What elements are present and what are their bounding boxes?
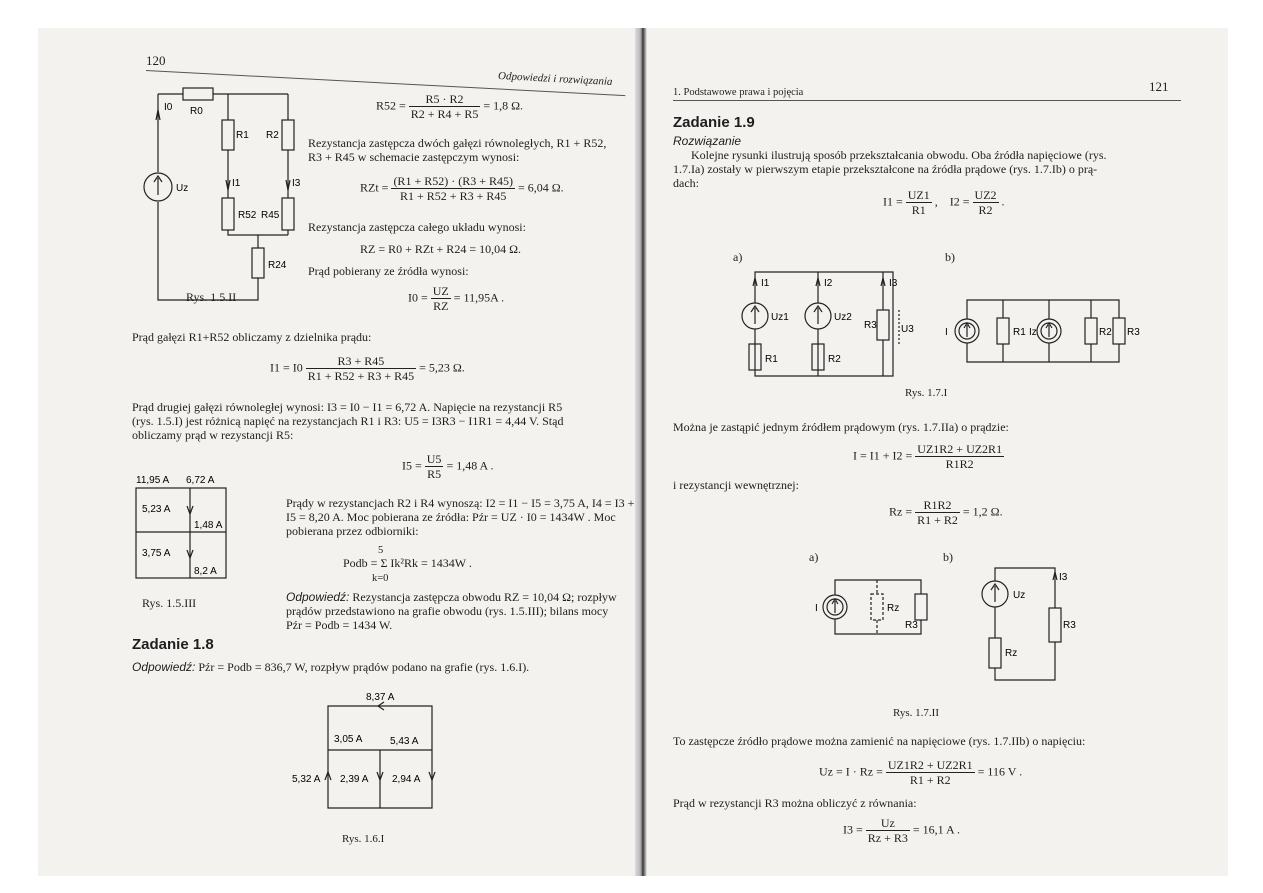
solution-label: Rozwiązanie — [673, 134, 742, 148]
fig17a-r2: R2 — [828, 354, 841, 365]
text-second-branch-1: Prąd drugiej gałęzi równoległej wynosi: I3 = I0 − I1 = 6,72 A. Napięcie na rezystancji R5 — [132, 400, 563, 414]
label-a-2: a) — [809, 550, 819, 564]
eq-i-den: R1R2 — [945, 457, 974, 471]
eq-i5-lhs: I5 = — [402, 458, 422, 473]
text-replace: Można je zastąpić jednym źródłem prądowym (rys. 1.7.IIa) o prądzie: — [673, 420, 1009, 434]
running-head-right: 1. Podstawowe prawa i pojęcia — [673, 87, 804, 98]
intro-line-1: Kolejne rysunki ilustrują sposób przekształcania obwodu. Oba źródła napięciowe (rys. — [691, 148, 1107, 162]
eq-i3-den: Rz + R3 — [867, 831, 908, 845]
text-internal: i rezystancji wewnętrznej: — [673, 478, 799, 492]
fig17a-i3: I3 — [889, 278, 898, 289]
answer-line-3: Pźr = Podb = 1434 W. — [286, 618, 393, 632]
graph2-mid-right: 5,43 A — [390, 736, 419, 747]
left-page — [38, 28, 638, 876]
eq-i1-result: = 5,23 Ω. — [419, 360, 465, 375]
equation-rz-right — [889, 498, 1003, 527]
task-1-9-title: Zadanie 1.9 — [673, 114, 755, 131]
label-a-1: a) — [733, 250, 743, 264]
eq-rzt-lhs: RZt = — [360, 180, 389, 195]
eq-rzt-result: = 6,04 Ω. — [517, 180, 564, 195]
eq-uz-result: = 116 V . — [977, 764, 1023, 779]
circuit-1-7-IIa — [813, 574, 933, 640]
eq-sources-i1-den: R1 — [911, 203, 926, 217]
fig17b-r3: R3 — [1127, 327, 1140, 338]
fig17IIa-rz: Rz — [887, 603, 900, 614]
label-r2: R2 — [266, 130, 279, 141]
graph1-low-left: 3,75 A — [142, 548, 171, 559]
circuit-diagram-1-5-II — [128, 80, 313, 310]
running-head-left: Odpowiedzi i rozwiązania — [497, 70, 613, 88]
graph1-low-right: 8,2 A — [194, 566, 217, 577]
caption-fig-1-5-II: Rys. 1.5.II — [186, 290, 237, 304]
eq-i3-lhs: I3 = — [843, 822, 863, 837]
header-rule-right — [673, 100, 1181, 101]
eq-rz-result: = 1,2 Ω. — [962, 504, 1003, 519]
text-convert: To zastępcze źródło prądowe można zamienić na napięciowe (rys. 1.7.IIb) o napięciu: — [673, 734, 1086, 748]
fig17IIb-rz: Rz — [1005, 648, 1018, 659]
equation-i3 — [843, 816, 960, 845]
eq-i1-lhs: I1 = I0 — [270, 360, 303, 375]
graph1-mid-left: 5,23 A — [142, 504, 171, 515]
caption-fig-1-5-III: Rys. 1.5.III — [142, 596, 197, 610]
right-page — [643, 28, 1228, 876]
label-i3: I3 — [292, 178, 301, 189]
text-currents-1: Prądy w rezystancjach R2 i R4 wynoszą: I2 = I1 − I5 = 3,75 A, I4 = I3 + — [286, 496, 635, 510]
intro-line-2: 1.7.Ia) zostały w pierwszym etapie przekształcone na źródła prądowe (rys. 1.7.Ib) o prą- — [673, 162, 1098, 176]
equation-r52 — [376, 92, 523, 121]
eq-podb-sum-top: 5 — [378, 545, 384, 556]
eq-i-num: UZ1R2 + UZ2R1 — [917, 442, 1003, 456]
fig17IIa-r3: R3 — [905, 620, 918, 631]
eq-uz-num: UZ1R2 + UZ2R1 — [887, 758, 973, 772]
eq-i3-num: Uz — [866, 816, 910, 831]
circuit-1-7-Ib — [941, 290, 1140, 372]
eq-i5-den: R5 — [427, 467, 442, 481]
fig17IIa-i: I — [815, 603, 818, 614]
label-r0: R0 — [190, 106, 203, 117]
eq-rz-den: R1 + R2 — [917, 513, 958, 527]
circuit-1-7-Ia — [743, 266, 913, 386]
equation-sources — [883, 188, 1005, 217]
answer-label: Odpowiedź: — [286, 590, 350, 604]
fig17b-i: I — [945, 327, 948, 338]
eq-podb-sum-bottom: k=0 — [372, 573, 389, 584]
equation-i0 — [408, 284, 504, 313]
answer-text-1: Rezystancja zastępcza obwodu RZ = 10,04 Ω; rozpływ — [349, 590, 617, 604]
caption-fig-1-6-I: Rys. 1.6.I — [342, 833, 385, 845]
fig17a-r3: R3 — [864, 320, 877, 331]
eq-sources-i2-num: UZ2 — [974, 188, 997, 202]
label-r24: R24 — [268, 260, 287, 271]
text-current-r3: Prąd w rezystancji R3 można obliczyć z równania: — [673, 796, 917, 810]
eq-r52-num: R5 · R2 — [409, 92, 481, 107]
eq-i5-result: = 1,48 A . — [446, 458, 494, 473]
intro-line-3: dach: — [673, 176, 699, 190]
eq-sources-sep: , — [934, 194, 938, 209]
fig17IIb-uz: Uz — [1013, 590, 1026, 601]
label-r45: R45 — [261, 210, 280, 221]
caption-fig-1-7-I: Rys. 1.7.I — [905, 387, 948, 399]
graph2-mid-left: 3,05 A — [334, 734, 363, 745]
page-number-left: 120 — [146, 53, 166, 68]
eq-i1-den: R1 + R52 + R3 + R45 — [307, 369, 415, 383]
eq-i5-num: U5 — [426, 452, 442, 466]
label-i1: I1 — [232, 178, 241, 189]
eq-rz-lhs: Rz = — [889, 504, 913, 519]
equation-rz: RZ = R0 + RZt + R24 = 10,04 Ω. — [360, 242, 521, 256]
eq-i0-result: = 11,95A . — [453, 290, 505, 305]
graph-1-5-III — [128, 468, 238, 584]
book-spread — [38, 28, 1228, 876]
fig17IIb-i3: I3 — [1059, 572, 1068, 583]
label-uz: Uz — [176, 183, 189, 194]
text-branches-1: Rezystancja zastępcza dwóch gałęzi równoległych, R1 + R52, — [308, 136, 607, 150]
text-divider: Prąd gałęzi R1+R52 obliczamy z dzielnika prądu: — [132, 330, 372, 344]
eq-uz-den: R1 + R2 — [909, 773, 951, 787]
eq-sources-i1-lhs: I1 = — [883, 194, 903, 209]
text-second-branch-3: obliczamy prąd w rezystancji R5: — [132, 428, 294, 442]
label-r1: R1 — [236, 130, 249, 141]
equation-uz — [819, 758, 1022, 787]
graph1-mid-right: 1,48 A — [194, 520, 223, 531]
graph2-low-left: 5,32 A — [292, 774, 321, 785]
eq-rzt-den: R1 + R52 + R3 + R45 — [400, 189, 507, 203]
label-i0: I0 — [164, 102, 173, 113]
task-1-8-answer-text: Pźr = Podb = 836,7 W, rozpływ prądów podano na grafie (rys. 1.6.I). — [195, 660, 530, 674]
eq-i0-num: UZ — [432, 284, 449, 298]
equation-i — [853, 442, 1004, 471]
text-branches-2: R3 + R45 w schemacie zastępczym wynosi: — [308, 150, 520, 164]
fig17b-iz: Iz — [1029, 327, 1037, 338]
eq-r52-den: R2 + R4 + R5 — [410, 107, 479, 121]
eq-i0-lhs: I0 = — [408, 290, 428, 305]
fig17a-uz1: Uz1 — [771, 312, 789, 323]
graph-1-6-I — [292, 688, 442, 818]
label-r52: R52 — [238, 210, 257, 221]
fig17a-r1: R1 — [765, 354, 778, 365]
fig17a-uz2: Uz2 — [834, 312, 852, 323]
equation-rzt — [360, 174, 564, 203]
eq-i3-result: = 16,1 A . — [912, 822, 960, 837]
answer-line-2: prądów przedstawiono na grafie obwodu (rys. 1.5.III); bilans mocy — [286, 604, 609, 618]
page-number-right: 121 — [1149, 79, 1169, 94]
graph2-low-right: 2,94 A — [392, 774, 421, 785]
text-second-branch-2: (rys. 1.5.I) jest różnicą napięć na rezystancjach R1 i R3: U5 = I3R3 − I1R1 = 4,44 V. Stąd — [132, 414, 564, 428]
text-currents-3: pobierana przez odbiorniki: — [286, 524, 419, 538]
label-b-1: b) — [945, 250, 955, 264]
graph1-top-right: 6,72 A — [186, 475, 215, 486]
text-currents-2: I5 = 8,20 A. Moc pobierana ze źródła: Pźr = UZ · I0 = 1434W . Moc — [286, 510, 616, 524]
eq-sources-i1-num: UZ1 — [907, 188, 930, 202]
eq-rz-num: R1R2 — [915, 498, 960, 513]
equation-i1 — [270, 354, 465, 383]
eq-i0-den: RZ — [433, 299, 449, 313]
text-total: Rezystancja zastępcza całego układu wynosi: — [308, 220, 526, 234]
fig17a-i2: I2 — [824, 278, 833, 289]
fig17b-r2: R2 — [1099, 327, 1112, 338]
fig17IIb-r3: R3 — [1063, 620, 1076, 631]
graph2-top: 8,37 A — [366, 692, 395, 703]
eq-uz-lhs: Uz = I · Rz = — [819, 764, 883, 779]
fig17a-i1: I1 — [761, 278, 770, 289]
equation-i5 — [402, 452, 494, 481]
graph2-low-mid: 2,39 A — [340, 774, 369, 785]
answer-line-1 — [286, 590, 617, 604]
eq-sources-end: . — [1001, 194, 1005, 209]
task-1-8-answer-label: Odpowiedź: — [132, 660, 196, 674]
caption-fig-1-7-II: Rys. 1.7.II — [893, 707, 940, 719]
task-1-8-title: Zadanie 1.8 — [132, 636, 214, 653]
graph1-top-left: 11,95 A — [136, 475, 170, 486]
eq-rzt-num: (R1 + R52) · (R3 + R45) — [393, 174, 513, 188]
equation-podb: Podb = Σ Ik²Rk = 1434W . — [343, 556, 472, 570]
fig17b-r1: R1 — [1013, 327, 1026, 338]
eq-r52-lhs: R52 = — [376, 98, 406, 113]
eq-sources-i2-lhs: I2 = — [949, 194, 970, 209]
eq-r52-result: = 1,8 Ω. — [483, 98, 524, 113]
task-1-8-answer — [132, 660, 529, 674]
label-b-2: b) — [943, 550, 953, 564]
eq-sources-i2-den: R2 — [978, 203, 993, 217]
fig17a-u3: U3 — [901, 324, 914, 335]
text-current: Prąd pobierany ze źródła wynosi: — [308, 264, 469, 278]
eq-i-lhs: I = I1 + I2 = — [853, 448, 913, 463]
eq-i1-num: R3 + R45 — [306, 354, 416, 369]
circuit-1-7-IIb — [975, 558, 1075, 688]
